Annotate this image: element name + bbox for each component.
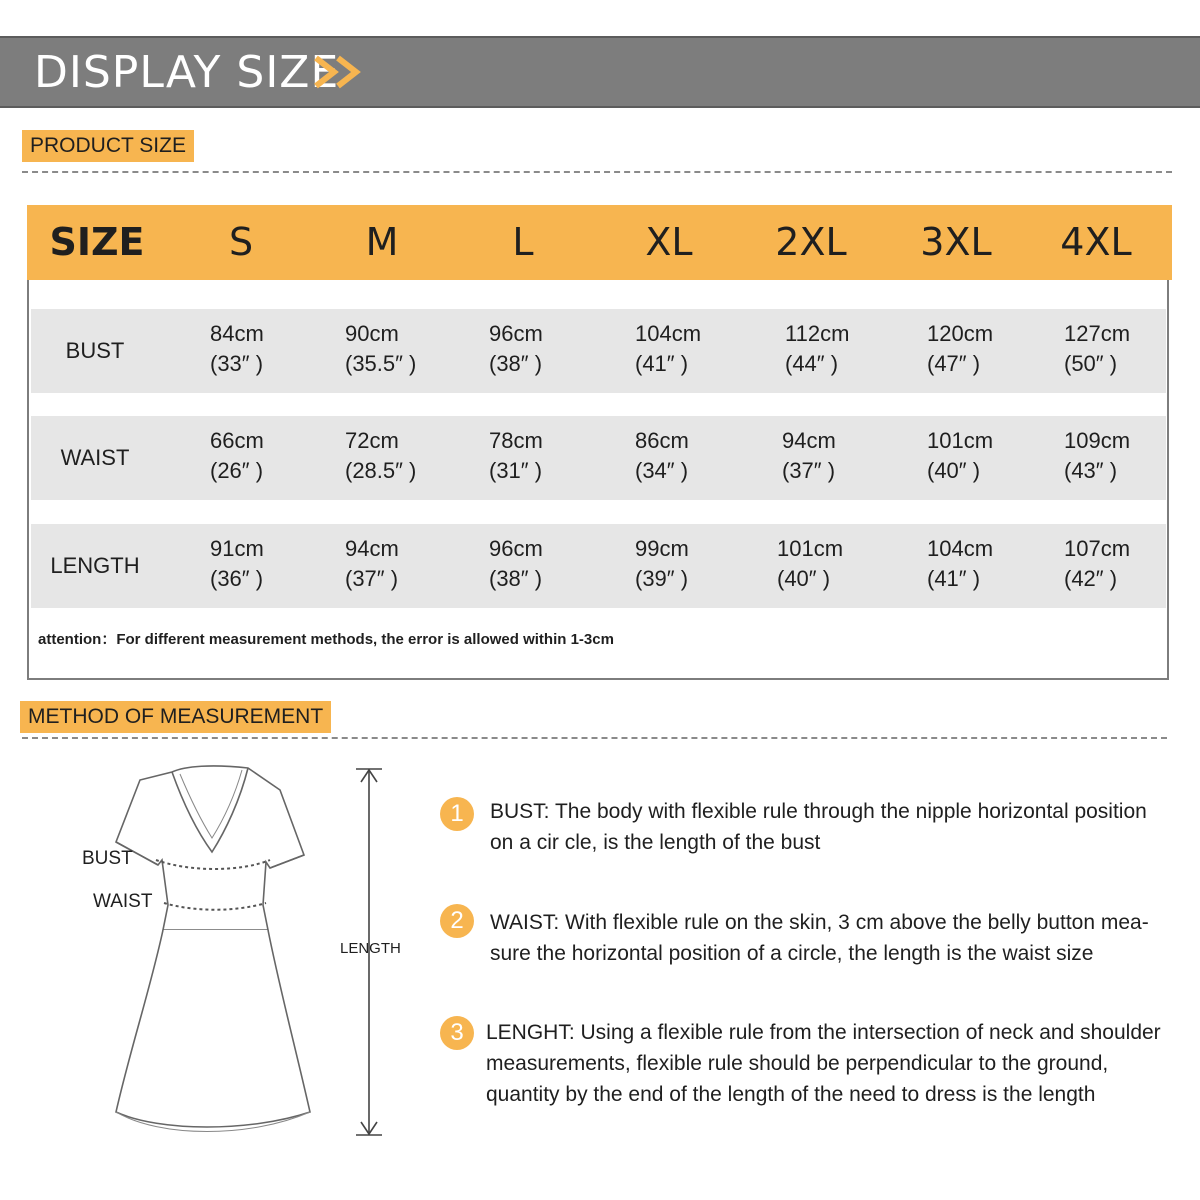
- table-cell: 94cm (37″ ): [345, 536, 399, 591]
- table-cell: 101cm (40″ ): [927, 428, 994, 483]
- table-cell: 99cm (39″ ): [635, 536, 689, 591]
- table-cell: 78cm (31″ ): [489, 428, 543, 483]
- table-cell: 96cm (38″ ): [489, 536, 543, 591]
- row-label: BUST: [65, 338, 125, 363]
- table-cell: 107cm (42″ ): [1064, 536, 1131, 591]
- table-row-waist: [31, 416, 1166, 500]
- step-number-3: 3: [440, 1016, 474, 1050]
- method-of-measurement-label: METHOD OF MEASUREMENT: [20, 701, 331, 733]
- step-text-bust: BUST: The body with flexible rule through the nipple horizontal position on a cir cle, is the length of the bust: [490, 800, 1147, 854]
- table-row-bust: [31, 309, 1166, 393]
- table-cell: 96cm (38″ ): [489, 321, 543, 376]
- table-cell: 120cm (47″ ): [927, 321, 994, 376]
- header-3xl: 3XL: [920, 220, 992, 264]
- banner-title: DISPLAY SIZE: [34, 47, 340, 98]
- table-cell: 72cm (28.5″ ): [345, 428, 417, 483]
- table-row-length: [31, 524, 1166, 608]
- length-label: LENGTH: [340, 940, 401, 957]
- table-cell: 66cm (26″ ): [210, 428, 264, 483]
- header-size: SIZE: [49, 220, 145, 264]
- table-cell: 101cm (40″ ): [777, 536, 844, 591]
- table-cell: 104cm (41″ ): [927, 536, 994, 591]
- section-divider: [22, 171, 1172, 173]
- section-divider: [22, 737, 1167, 739]
- header-s: S: [228, 220, 254, 264]
- table-cell: 94cm (37″ ): [782, 428, 836, 483]
- table-cell: 112cm (44″ ): [785, 321, 850, 376]
- step-number-2: 2: [440, 904, 474, 938]
- dress-diagram: [100, 760, 320, 1150]
- header-l: L: [512, 220, 534, 264]
- header-2xl: 2XL: [775, 220, 847, 264]
- table-cell: 90cm (35.5″ ): [345, 321, 417, 376]
- double-chevron-right-icon: [312, 55, 372, 89]
- table-cell: 109cm (43″ ): [1064, 428, 1131, 483]
- table-cell: 86cm (34″ ): [635, 428, 689, 483]
- header-4xl: 4XL: [1060, 220, 1132, 264]
- step-text-waist: WAIST: With flexible rule on the skin, 3 cm above the belly button mea- sure the horizontal position of a circle, the length is the waist size: [490, 911, 1149, 965]
- row-label: LENGTH: [50, 553, 140, 578]
- table-cell: 91cm (36″ ): [210, 536, 264, 591]
- waist-label: WAIST: [93, 891, 153, 912]
- header-m: M: [365, 220, 399, 264]
- table-cell: 127cm (50″ ): [1064, 321, 1131, 376]
- table-cell: 84cm (33″ ): [210, 321, 264, 376]
- step-number-1: 1: [440, 797, 474, 831]
- size-table-header: [27, 205, 1172, 280]
- display-size-banner: [0, 36, 1200, 108]
- header-xl: XL: [645, 220, 693, 264]
- product-size-label: PRODUCT SIZE: [22, 130, 194, 162]
- step-text-length: LENGHT: Using a flexible rule from the intersection of neck and shoulder measurements, flexible rule should be perpendicular to the ground, quantity by the end of the length of the need to dress is the length: [486, 1021, 1161, 1106]
- bust-label: BUST: [82, 848, 133, 869]
- attention-note: attention：For different measurement methods, the error is allowed within 1-3cm: [38, 631, 614, 648]
- row-label: WAIST: [60, 445, 130, 470]
- table-cell: 104cm (41″ ): [635, 321, 702, 376]
